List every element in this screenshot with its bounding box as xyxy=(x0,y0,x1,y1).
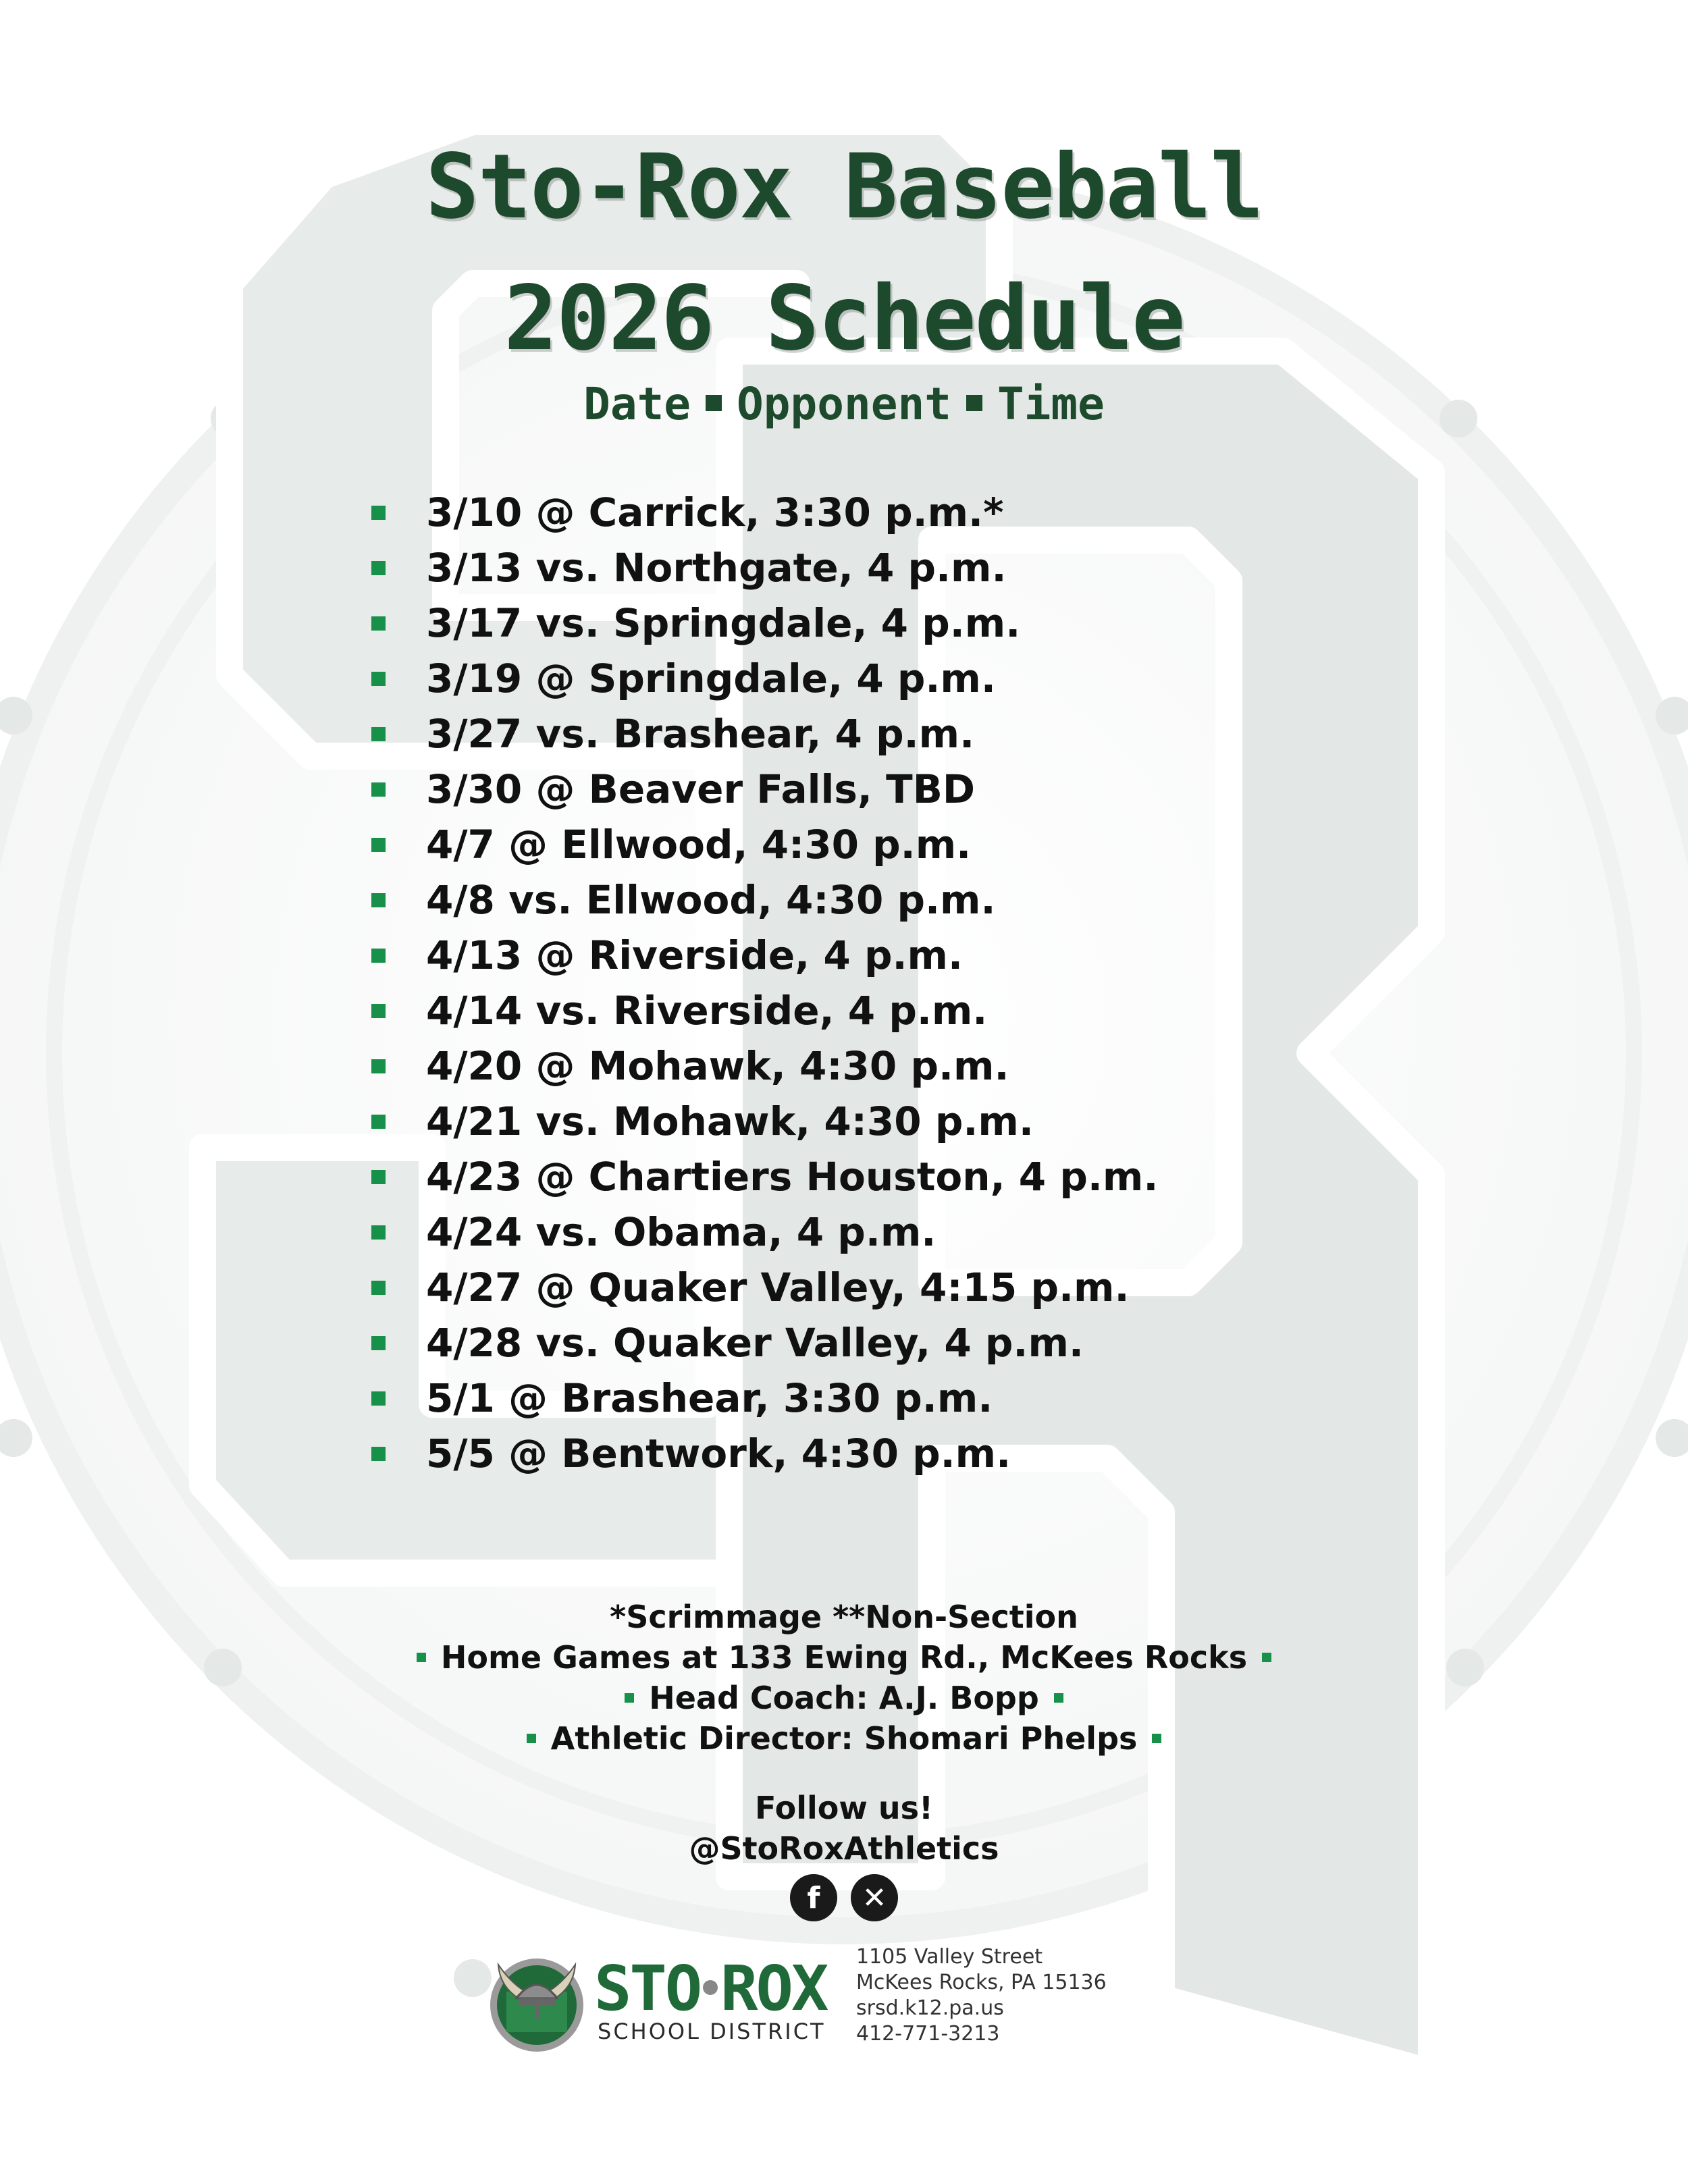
page-title: Sto-Rox Baseball xyxy=(425,135,1263,239)
square-icon xyxy=(1152,1734,1161,1743)
athletic-director-note: Athletic Director: Shomari Phelps xyxy=(0,1718,1688,1759)
schedule-item: 5/1 @ Brashear, 3:30 p.m. xyxy=(371,1370,1158,1426)
social-handle[interactable]: @StoRoxAthletics xyxy=(689,1830,999,1867)
schedule-item: 3/27 vs. Brashear, 4 p.m. xyxy=(371,706,1158,762)
head-coach-note: Head Coach: A.J. Bopp xyxy=(0,1678,1688,1718)
district-contact xyxy=(856,1944,1107,2047)
bullet-icon xyxy=(371,838,386,852)
square-icon xyxy=(527,1734,536,1743)
address-line2: McKees Rocks, PA 15136 xyxy=(856,1971,1107,1994)
bullet-icon xyxy=(371,1336,386,1350)
x-icon[interactable]: ✕ xyxy=(851,1874,898,1921)
schedule-item: 3/30 @ Beaver Falls, TBD xyxy=(371,762,1158,817)
legend-opponent: Opponent xyxy=(737,378,951,430)
separator-square-icon xyxy=(966,395,982,411)
home-games-note: Home Games at 133 Ewing Rd., McKees Rocks xyxy=(0,1637,1688,1678)
bullet-icon xyxy=(371,893,386,907)
viking-helmet-icon xyxy=(486,1951,587,2052)
bullet-icon xyxy=(371,1447,386,1461)
footer-notes xyxy=(0,1597,1688,1759)
bullet-icon xyxy=(371,727,386,741)
bullet-icon xyxy=(371,1225,386,1240)
page-subtitle-year: 2026 Schedule xyxy=(504,267,1184,371)
bullet-icon xyxy=(371,949,386,963)
district-subtitle: SCHOOL DISTRICT xyxy=(598,2019,826,2044)
bullet-icon xyxy=(371,506,386,520)
district-logo xyxy=(486,1951,864,2052)
bullet-icon xyxy=(371,1170,386,1184)
facebook-icon[interactable]: f xyxy=(790,1874,837,1921)
separator-square-icon xyxy=(706,395,722,411)
legend-date: Date xyxy=(583,378,691,430)
schedule-item: 4/21 vs. Mohawk, 4:30 p.m. xyxy=(371,1094,1158,1149)
website-link[interactable]: srsd.k12.pa.us xyxy=(856,1996,1004,2020)
schedule-item: 3/17 vs. Springdale, 4 p.m. xyxy=(371,595,1158,651)
legend-time: Time xyxy=(997,378,1105,430)
schedule-item: 5/5 @ Bentwork, 4:30 p.m. xyxy=(371,1426,1158,1481)
bullet-icon xyxy=(371,1281,386,1295)
schedule-item: 4/27 @ Quaker Valley, 4:15 p.m. xyxy=(371,1260,1158,1315)
follow-label: Follow us! xyxy=(755,1790,933,1826)
schedule-item: 3/10 @ Carrick, 3:30 p.m.* xyxy=(371,485,1158,540)
dot-icon xyxy=(703,1980,718,1995)
social-icons xyxy=(790,1874,898,1921)
bullet-icon xyxy=(371,616,386,631)
schedule-item: 4/28 vs. Quaker Valley, 4 p.m. xyxy=(371,1315,1158,1370)
phone-number: 412-771-3213 xyxy=(856,2022,1000,2046)
schedule-item: 4/7 @ Ellwood, 4:30 p.m. xyxy=(371,817,1158,872)
schedule-list xyxy=(371,485,1158,1481)
square-icon xyxy=(417,1653,426,1662)
column-legend xyxy=(0,378,1688,430)
schedule-item: 4/8 vs. Ellwood, 4:30 p.m. xyxy=(371,872,1158,928)
schedule-item: 4/23 @ Chartiers Houston, 4 p.m. xyxy=(371,1149,1158,1204)
schedule-item: 4/14 vs. Riverside, 4 p.m. xyxy=(371,983,1158,1038)
square-icon xyxy=(625,1693,634,1703)
bullet-icon xyxy=(371,561,386,575)
schedule-item: 3/13 vs. Northgate, 4 p.m. xyxy=(371,540,1158,595)
schedule-item: 4/20 @ Mohawk, 4:30 p.m. xyxy=(371,1038,1158,1094)
legend-note: *Scrimmage **Non-Section xyxy=(610,1599,1078,1635)
bullet-icon xyxy=(371,1115,386,1129)
schedule-item: 4/24 vs. Obama, 4 p.m. xyxy=(371,1204,1158,1260)
bullet-icon xyxy=(371,1391,386,1406)
bullet-icon xyxy=(371,1004,386,1018)
bullet-icon xyxy=(371,672,386,686)
district-name: STO ROX xyxy=(594,1952,827,2025)
address-line1: 1105 Valley Street xyxy=(856,1945,1043,1969)
square-icon xyxy=(1262,1653,1271,1662)
schedule-item: 3/19 @ Springdale, 4 p.m. xyxy=(371,651,1158,706)
bullet-icon xyxy=(371,782,386,797)
bullet-icon xyxy=(371,1059,386,1073)
follow-section xyxy=(0,1788,1688,1869)
square-icon xyxy=(1054,1693,1063,1703)
schedule-item: 4/13 @ Riverside, 4 p.m. xyxy=(371,928,1158,983)
